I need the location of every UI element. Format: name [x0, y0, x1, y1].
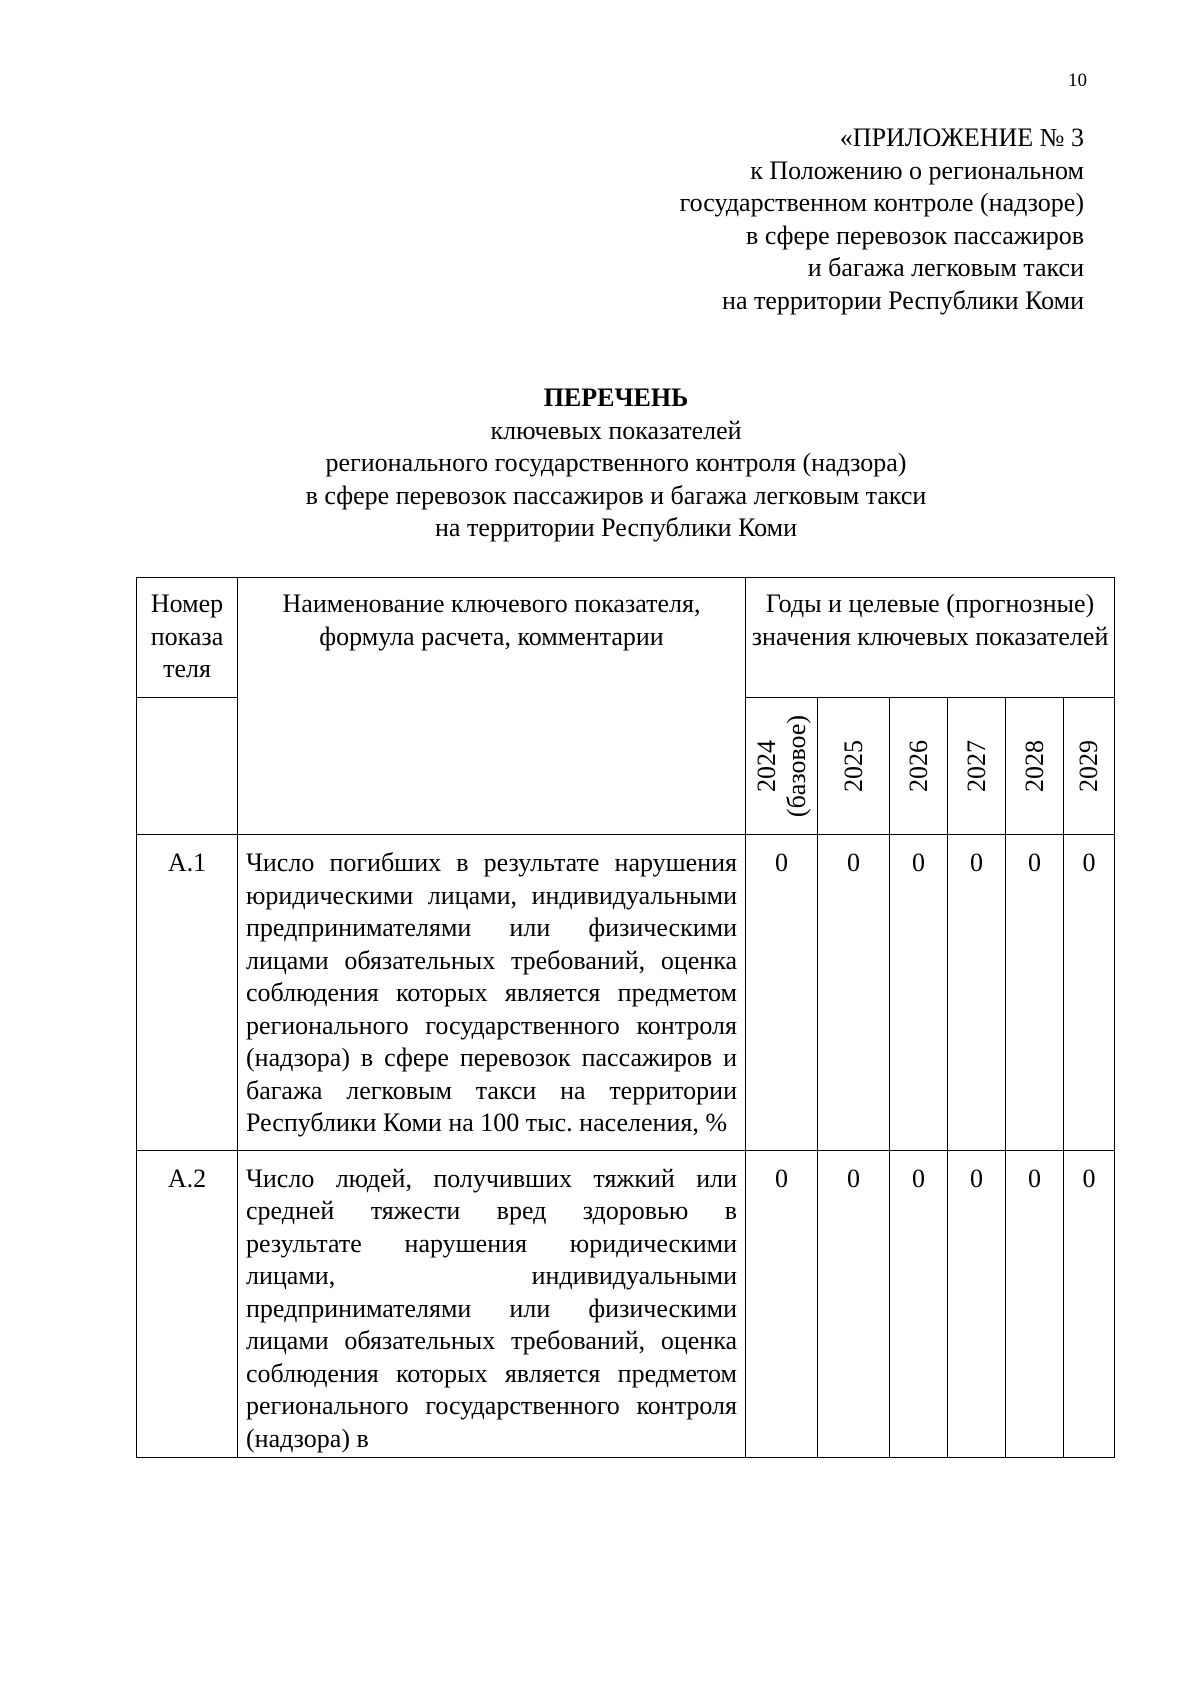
header-number: Номер показа теля [137, 578, 238, 698]
appendix-line: «ПРИЛОЖЕНИЕ № 3 [839, 123, 1084, 152]
table-row [137, 835, 1115, 1151]
header-year-label: 2025 [838, 740, 868, 792]
row-value: 0 [1006, 835, 1064, 1151]
appendix-line: государственном контроле (надзоре) [679, 188, 1084, 217]
header-year-label: 2029 [1074, 740, 1104, 792]
title-main: ПЕРЕЧЕНЬ [543, 383, 689, 412]
appendix-line: к Положению о региональном [750, 155, 1084, 185]
appendix-line: на территории Республики Коми [722, 285, 1084, 315]
header-year-label: 2027 [961, 740, 991, 792]
document-title [0, 382, 1200, 545]
row-value: 0 [948, 1150, 1006, 1458]
table-row [137, 1150, 1115, 1458]
appendix-line: и багажа легковым такси [807, 253, 1084, 282]
appendix-line: в сфере перевозок пассажиров [746, 220, 1084, 250]
row-value: 0 [948, 835, 1006, 1151]
header-year-label: 2024 (базовое) [751, 714, 811, 818]
row-value: 0 [746, 835, 818, 1151]
title-line: в сфере перевозок пассажиров и багажа легковым такси [305, 480, 927, 510]
row-value: 0 [890, 1150, 948, 1458]
header-year-label: 2026 [903, 740, 933, 792]
row-value: 0 [1006, 1150, 1064, 1458]
row-value: 0 [818, 1150, 890, 1458]
header-year [890, 698, 948, 835]
header-year [818, 698, 890, 835]
row-indicator-name: Число погибших в результате нарушения юридическими лицами, индивидуальными предпринимателями или физическими лицами обязательных требований, оценка соблюдения которых является предметом регионального государственного контроля (надзора) в сфере перевозок пассажиров и багажа легковым такси на территории Республики Коми на 100 тыс. населения, % [238, 835, 746, 1151]
page-number: 10 [1068, 70, 1087, 91]
row-value: 0 [746, 1150, 818, 1458]
row-indicator-name: Число людей, получивших тяжкий или средней тяжести вред здоровью в результате нарушения юридическими лицами, индивидуальными предпринимателями или физическими лицами обязательных требований, оценка соблюдения которых является предметом регионального государственного контроля (надзора) в [238, 1150, 746, 1458]
header-number-empty [137, 698, 238, 835]
header-years-group: Годы и целевые (прогнозные) значения ключевых показателей [746, 578, 1115, 698]
row-value: 0 [1064, 1150, 1115, 1458]
header-year [1064, 698, 1115, 835]
header-name: Наименование ключевого показателя, формула расчета, комментарии [238, 578, 746, 835]
row-value: 0 [890, 835, 948, 1151]
appendix-heading [680, 122, 1084, 317]
header-year [948, 698, 1006, 835]
header-year [1006, 698, 1064, 835]
title-line: регионального государственного контроля (надзора) [325, 448, 907, 477]
row-value: 0 [1064, 835, 1115, 1151]
kpi-table [136, 577, 1115, 1458]
header-year-label: 2028 [1019, 740, 1049, 792]
row-number: А.1 [137, 835, 238, 1151]
row-value: 0 [818, 835, 890, 1151]
row-number: А.2 [137, 1150, 238, 1458]
title-line: ключевых показателей [490, 415, 742, 445]
title-line: на территории Республики Коми [435, 513, 797, 542]
header-year [746, 698, 818, 835]
